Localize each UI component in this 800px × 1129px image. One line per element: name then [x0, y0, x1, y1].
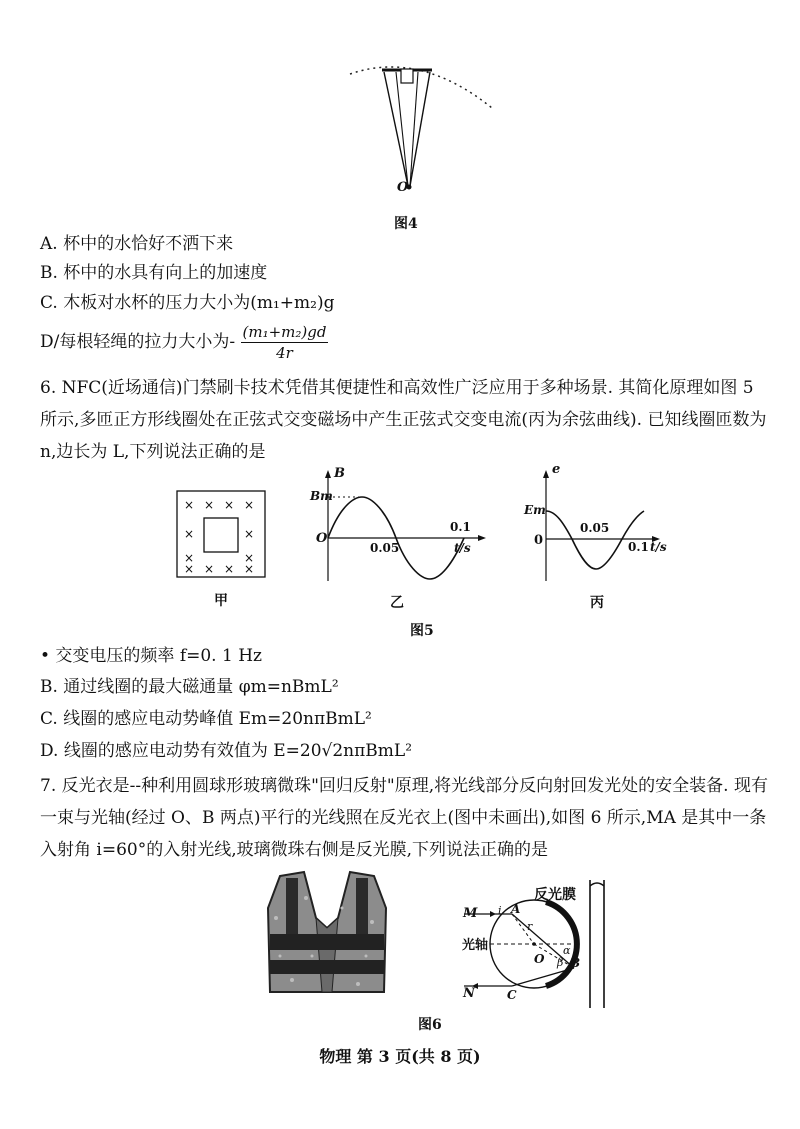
figure-5-jia-coil: [176, 490, 268, 580]
point-o-label: O: [534, 952, 545, 966]
yi-axis-x-label: t/s: [454, 541, 471, 555]
q6-option-a: • 交变电压的频率 f=0. 1 Hz: [40, 646, 262, 666]
figure-5-jia-label: 甲: [214, 593, 228, 609]
svg-text:×: ×: [244, 498, 255, 512]
svg-text:×: ×: [244, 562, 255, 576]
svg-text:×: ×: [184, 527, 195, 541]
rope-right-inner: [410, 72, 418, 186]
q6-option-c: C. 线圈的感应电动势峰值 Em=20nπBmL²: [40, 709, 372, 729]
bing-tick-01: 0.1: [628, 540, 649, 554]
circular-path-arc: [350, 67, 492, 108]
bing-axis-x-label: t/s: [650, 540, 667, 554]
q5-option-b: B. 杯中的水具有向上的加速度: [40, 263, 268, 283]
yi-tick-01: 0.1: [450, 520, 471, 534]
q6-stem: 6. NFC(近场通信)门禁刷卡技术凭借其便捷性和高效性广泛应用于多种场景. 其简化原理如图 5 所示,多匝正方形线圈处在正弦式交变磁场中产生正弦式交变电流(丙为余弦曲线). 已知线圈匝数为 n,边长为 L,下列说法正确的是: [40, 378, 767, 462]
axis-label: 光轴: [462, 938, 489, 953]
yi-tick-005: 0.05: [370, 541, 400, 555]
q6-option-d: D. 线圈的感应电动势有效值为 E=20√2nπBmL²: [40, 741, 413, 761]
angle-r-label: r: [527, 920, 533, 933]
rope-left-outer: [384, 72, 408, 186]
figure-6-caption: 图6: [418, 1017, 442, 1033]
q7-stem: 7. 反光衣是--种利用圆球形玻璃微珠"回归反射"原理,将光线部分反向射回发光处的安全装备. 现有一束与光轴(经过 O、B 两点)平行的光线照在反光衣上(图中未画出),如图 6 所示,MA 是其中一条入射角 i=60°的入射光线,玻璃微珠右侧是反光膜,下列说法正确的是: [40, 776, 768, 860]
bing-tick-005: 0.05: [580, 521, 610, 535]
angle-beta-label: β: [557, 956, 564, 969]
bing-axis-y-label: e: [552, 462, 561, 477]
figure-4-diagram: [340, 60, 500, 200]
rope-left-inner: [396, 72, 408, 186]
figure-5-caption: 图5: [410, 623, 434, 639]
svg-text:×: ×: [184, 562, 195, 576]
angle-i-label: i: [498, 904, 502, 917]
point-b-label: B: [570, 956, 581, 970]
point-c-label: C: [507, 988, 517, 1002]
point-m-label: M: [463, 906, 478, 921]
q5-option-d: [40, 320, 328, 364]
figure-4-caption: 图4: [394, 216, 418, 232]
yi-axis-y-label: B: [334, 466, 345, 481]
q5-option-a: A. 杯中的水恰好不洒下来: [40, 234, 234, 254]
svg-text:×: ×: [224, 498, 235, 512]
svg-text:×: ×: [244, 551, 255, 565]
svg-text:×: ×: [244, 527, 255, 541]
svg-text:×: ×: [224, 562, 235, 576]
rope-right-outer: [410, 72, 430, 186]
bing-peak-label: Em: [524, 503, 546, 517]
figure-5-yi-label: 乙: [390, 595, 404, 611]
page-footer: 物理 第 3 页(共 8 页): [319, 1047, 481, 1066]
figure-4-point-o: O: [397, 180, 409, 195]
fraction-numerator: (m₁+m₂)gd: [242, 323, 327, 341]
figure-5-bing-label: 丙: [590, 595, 604, 611]
q6-option-b: B. 通过线圈的最大磁通量 φm=nBmL²: [40, 677, 339, 697]
yi-origin-label: O: [316, 531, 328, 546]
fraction-denominator: 4r: [276, 344, 293, 362]
q5-option-d-fraction: [241, 322, 329, 363]
film-label: 反光膜: [534, 887, 576, 903]
svg-text:×: ×: [204, 498, 215, 512]
point-a-label: A: [511, 902, 521, 916]
q5-option-c: C. 木板对水杯的压力大小为(m₁+m₂)g: [40, 293, 335, 313]
reflective-vest-image: [262, 868, 392, 998]
svg-text:×: ×: [184, 498, 195, 512]
water-cup: [401, 69, 413, 83]
svg-text:×: ×: [184, 551, 195, 565]
svg-text:×: ×: [204, 562, 215, 576]
bing-origin-label: 0: [534, 533, 544, 548]
yi-peak-label: Bm: [310, 489, 333, 503]
angle-alpha-label: α: [563, 944, 571, 957]
point-n-label: N: [463, 986, 475, 1001]
q5-option-d-text: D/每根轻绳的拉力大小为-: [40, 332, 236, 352]
